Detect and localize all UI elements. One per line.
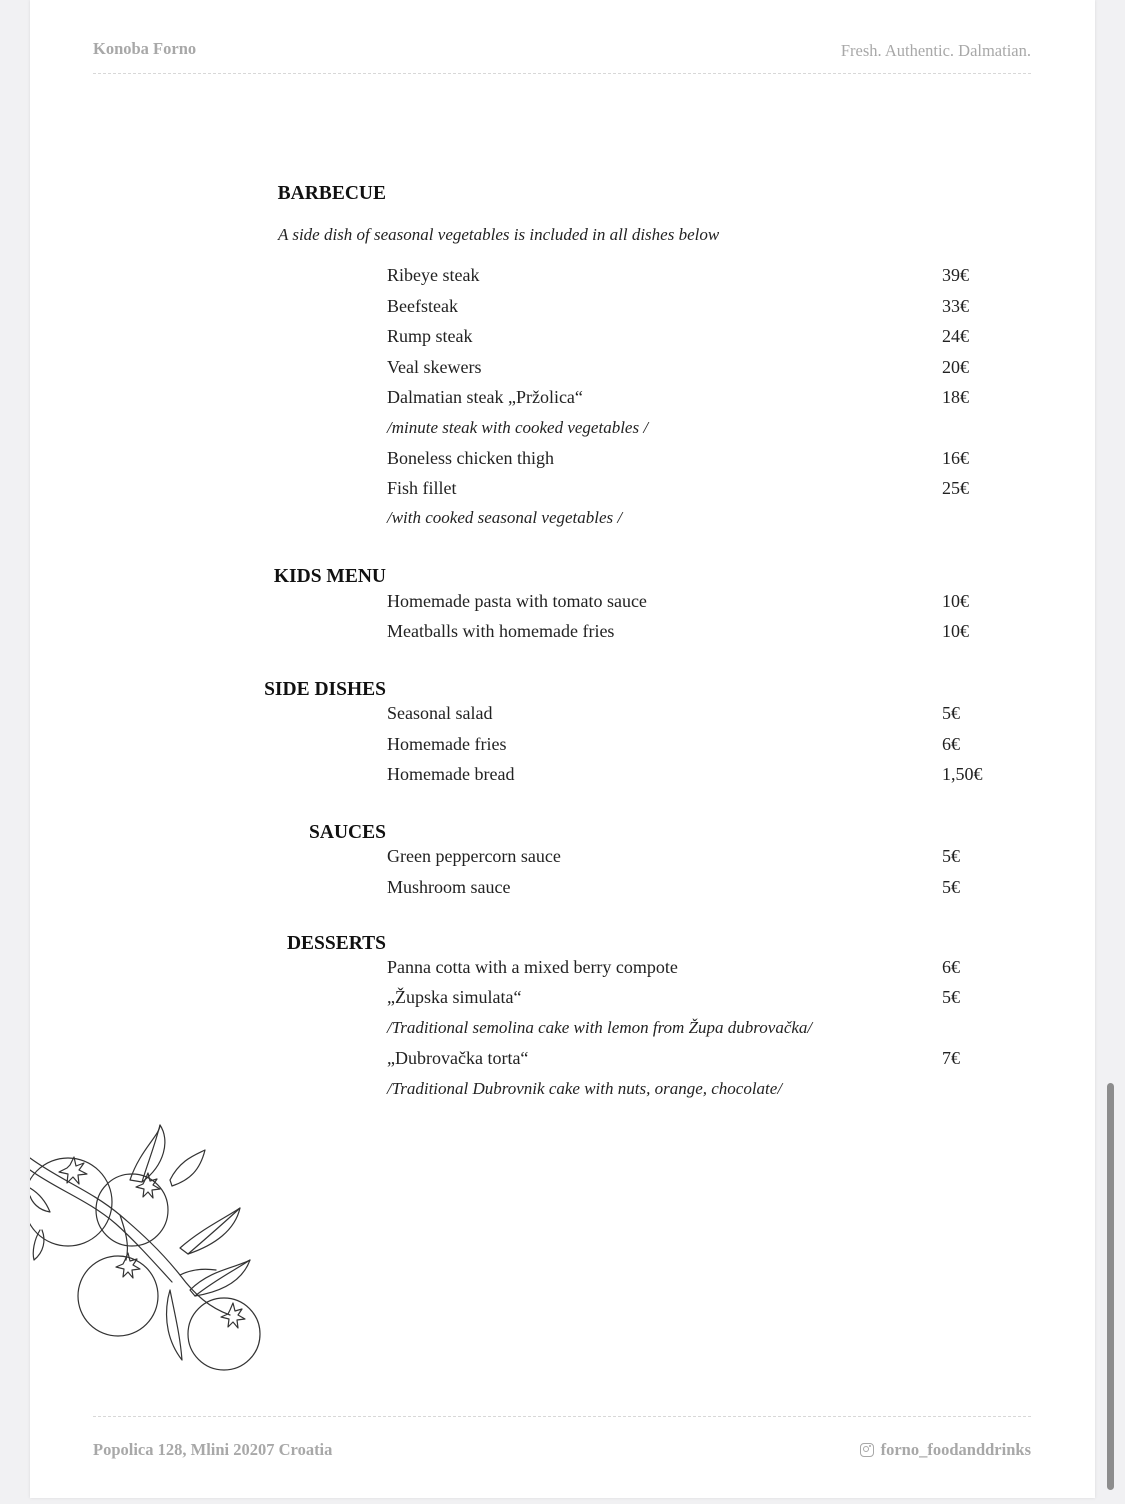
menu-item-price: 5€	[942, 846, 960, 866]
menu-item-price: 5€	[942, 703, 960, 723]
instagram-handle[interactable]: forno_foodanddrinks	[880, 1440, 1031, 1459]
menu-item-price: 18€	[942, 387, 969, 407]
header-divider	[93, 73, 1031, 74]
menu-item-note: /Traditional Dubrovnik cake with nuts, orange, chocolate/	[387, 1079, 783, 1098]
menu-item: Boneless chicken thigh	[387, 448, 554, 468]
menu-item: Mushroom sauce	[387, 877, 511, 897]
menu-item-price: 1,50€	[942, 764, 983, 784]
footer-instagram[interactable]	[860, 1440, 1031, 1460]
section-title-sauces: SAUCES	[309, 822, 386, 843]
footer-divider	[93, 1416, 1031, 1417]
section-title-side-dishes: SIDE DISHES	[264, 679, 386, 700]
footer-address: Popolica 128, Mlini 20207 Croatia	[93, 1440, 333, 1459]
menu-item-price: 24€	[942, 326, 969, 346]
menu-item: Meatballs with homemade fries	[387, 621, 615, 641]
section-title-barbecue: BARBECUE	[277, 183, 386, 204]
menu-item-note: /Traditional semolina cake with lemon from Župa dubrovačka/	[387, 1018, 813, 1037]
menu-item-price: 20€	[942, 357, 969, 377]
menu-item: Fish fillet	[387, 478, 457, 498]
menu-item: Ribeye steak	[387, 265, 480, 285]
tomato-vine-illustration	[30, 1120, 270, 1375]
section-title-desserts: DESSERTS	[286, 933, 386, 954]
menu-item: Homemade bread	[387, 764, 515, 784]
menu-item-price: 39€	[942, 265, 969, 285]
menu-item-price: 7€	[942, 1048, 960, 1068]
menu-item-note: /minute steak with cooked vegetables /	[387, 418, 649, 437]
menu-item: Homemade pasta with tomato sauce	[387, 591, 647, 611]
menu-item: Homemade fries	[387, 734, 507, 754]
menu-item-price: 5€	[942, 877, 960, 897]
menu-item: Green peppercorn sauce	[387, 846, 561, 866]
menu-item: Seasonal salad	[387, 703, 493, 723]
menu-item-price: 5€	[942, 987, 960, 1007]
menu-item: „Dubrovačka torta“	[387, 1048, 529, 1068]
scrollbar-thumb[interactable]	[1107, 1083, 1114, 1490]
barbecue-subtitle: A side dish of seasonal vegetables is included in all dishes below	[278, 225, 720, 244]
scrollbar[interactable]	[1030, 0, 1125, 1504]
brand-name: Konoba Forno	[93, 39, 197, 58]
menu-item: Beefsteak	[387, 296, 458, 316]
menu-item: Dalmatian steak „Pržolica“	[387, 387, 583, 407]
menu-item-price: 16€	[942, 448, 969, 468]
menu-item-price: 6€	[942, 734, 960, 754]
menu-item: Panna cotta with a mixed berry compote	[387, 957, 678, 977]
menu-item: Veal skewers	[387, 357, 482, 377]
menu-item-note: /with cooked seasonal vegetables /	[387, 508, 623, 527]
menu-item: „Župska simulata“	[387, 987, 522, 1007]
menu-item-price: 10€	[942, 591, 969, 611]
instagram-icon	[860, 1443, 874, 1457]
menu-item-price: 25€	[942, 478, 969, 498]
menu-item-price: 6€	[942, 957, 960, 977]
section-title-kids-menu: KIDS MENU	[273, 566, 386, 587]
menu-page	[30, 0, 1095, 1498]
menu-item: Rump steak	[387, 326, 473, 346]
menu-item-price: 33€	[942, 296, 969, 316]
tagline: Fresh. Authentic. Dalmatian.	[840, 41, 1031, 60]
menu-item-price: 10€	[942, 621, 969, 641]
